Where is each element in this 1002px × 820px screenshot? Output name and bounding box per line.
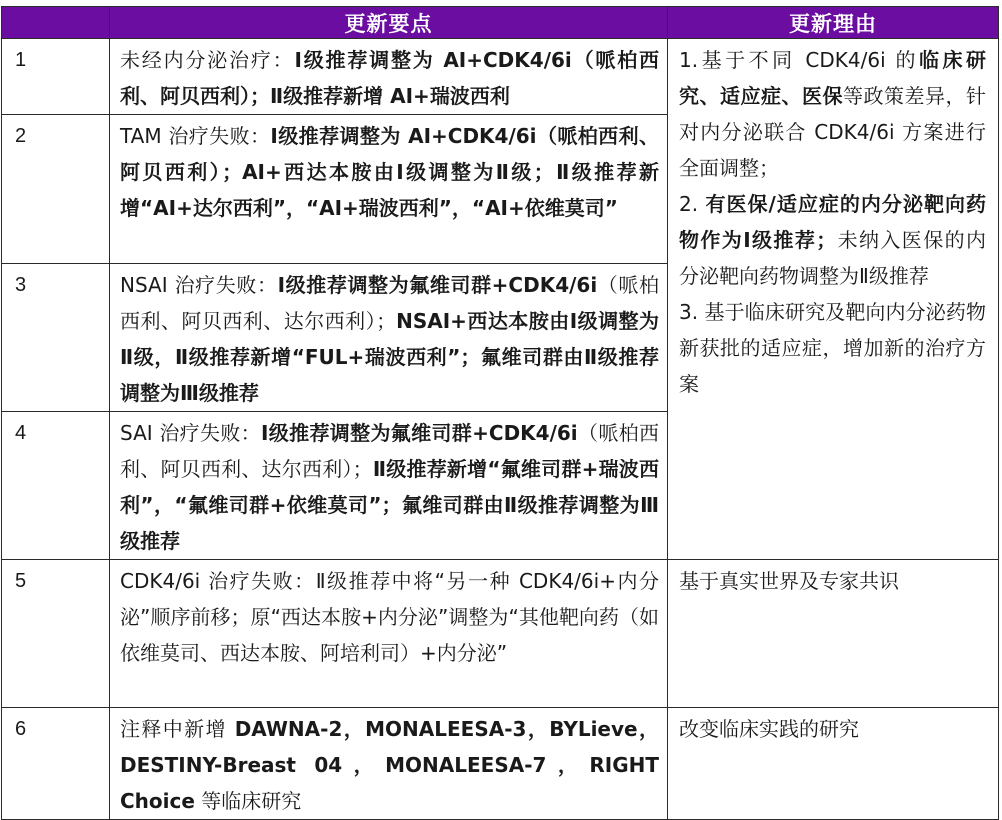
update-reason: 基于真实世界及专家共识 — [668, 560, 999, 708]
update-point — [110, 115, 668, 264]
text-run: （哌柏西利、阿贝西利、达尔西利）； — [120, 421, 660, 481]
text-run: 1.基于不同 CDK4/6i 的 — [679, 48, 919, 72]
header-reason: 更新理由 — [668, 7, 999, 39]
text-run: 2. — [679, 192, 706, 216]
row-number: 3 — [2, 264, 110, 412]
bold-text-run: Ⅱ级推荐新增“氟维司群+瑞波西利”，“氟维司群+依维莫司”；氟维司群由Ⅱ级推荐调整为Ⅲ级推荐 — [120, 457, 660, 553]
table-row — [2, 708, 999, 820]
row-number: 1 — [2, 39, 110, 115]
table-row — [2, 560, 999, 708]
text-run: CDK4/6i 治疗失败：Ⅱ级推荐中将“另一种 CDK4/6i+内分泌”顺序前移；原“西达本胺+内分泌”调整为“其他靶向药（如依维莫司、西达本胺、阿培利司）+内分泌” — [120, 569, 659, 665]
row-number: 6 — [2, 708, 110, 820]
text-run: 注释中新增 — [120, 717, 235, 741]
text-run: 3. 基于临床研究及靶向内分泌药物新获批的适应症，增加新的治疗方案 — [679, 300, 986, 396]
guideline-update-table — [1, 6, 999, 820]
table-row — [2, 39, 999, 115]
header-points: 更新要点 — [110, 7, 668, 39]
bold-text-run: 有医保/适应症的内分泌靶向药物作为Ⅰ级推荐； — [679, 192, 986, 252]
header-number-cell — [2, 7, 110, 39]
bold-text-run: Ⅰ级推荐调整为 AI+CDK4/6i（哌柏西利、阿贝西利）；AI+西达本胺由Ⅰ级调整为Ⅱ级；Ⅱ级推荐新增“AI+达尔西利”，“AI+瑞波西利”，“AI+依维莫司” — [120, 124, 659, 220]
reason-paragraph — [679, 186, 986, 294]
text-run: NSAI 治疗失败： — [120, 273, 278, 297]
update-reason: 改变临床实践的研究 — [668, 708, 999, 820]
bold-text-run: Ⅰ级推荐调整为氟维司群+CDK4/6i — [277, 273, 598, 297]
text-run: 未纳入医保的内分泌靶向药物调整为Ⅱ级推荐 — [679, 228, 986, 288]
bold-text-run: Ⅰ级推荐调整为氟维司群+CDK4/6i — [261, 421, 578, 445]
text-run: 未经内分泌治疗： — [120, 48, 295, 72]
row-number: 2 — [2, 115, 110, 264]
update-point — [110, 708, 668, 820]
bold-text-run: 临床研究、适应症、医保 — [679, 48, 986, 108]
header-row — [2, 7, 999, 39]
text-run: 等政策差异，针对内分泌联合 CDK4/6i 方案进行全面调整； — [679, 84, 986, 180]
reason-paragraph — [679, 42, 986, 186]
update-point — [110, 264, 668, 412]
text-run: SAI 治疗失败： — [120, 421, 262, 445]
bold-text-run: DAWNA-2，MONALEESA-3，BYLieve，DESTINY-Breast 04，MONALEESA-7，RIGHT Choice — [120, 717, 659, 813]
reason-paragraph — [679, 294, 986, 402]
text-run: 等临床研究 — [194, 789, 302, 813]
bold-text-run: Ⅰ级推荐调整为 AI+CDK4/6i（哌柏西利、阿贝西利）；Ⅱ级推荐新增 AI+瑞波西利 — [120, 48, 660, 108]
text-run: TAM 治疗失败： — [120, 124, 271, 148]
update-point — [110, 560, 668, 708]
text-run: （哌柏西利、阿贝西利、达尔西利）； — [120, 273, 660, 333]
update-point — [110, 39, 668, 115]
row-number: 4 — [2, 412, 110, 560]
update-reason-group — [668, 39, 999, 560]
row-number: 5 — [2, 560, 110, 708]
update-point — [110, 412, 668, 560]
bold-text-run: NSAI+西达本胺由Ⅰ级调整为Ⅱ级，Ⅱ级推荐新增“FUL+瑞波西利”；氟维司群由Ⅱ级推荐调整为Ⅲ级推荐 — [120, 309, 660, 405]
